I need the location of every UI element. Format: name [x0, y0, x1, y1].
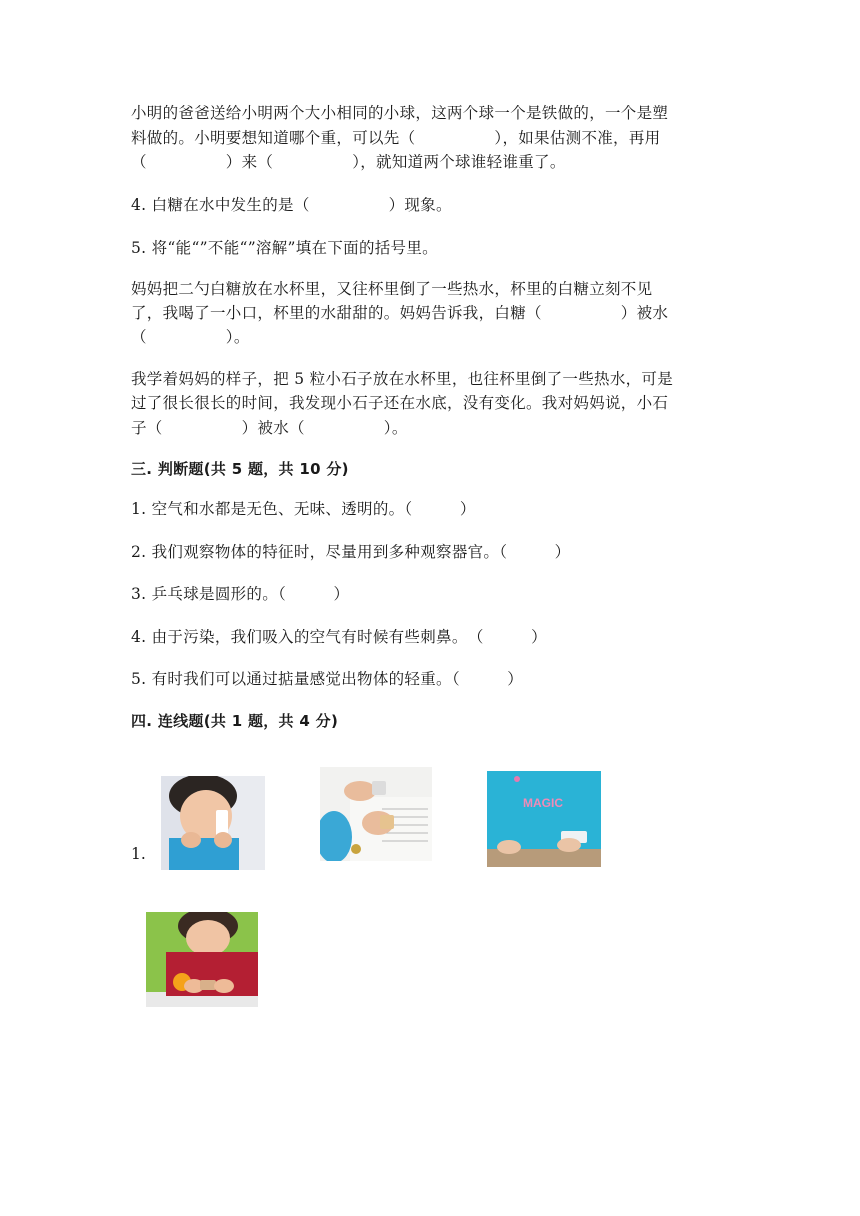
paragraph-line: 小明的爸爸送给小明两个大小相同的小球，这两个球一个是铁做的，一个是塑: [131, 104, 669, 122]
child-magic-shirt-photo: [487, 771, 601, 867]
section-3-title: 三. 判断题(共 5 题，共 10 分): [131, 460, 349, 478]
child-smelling-photo: [161, 776, 265, 870]
section-4-title: 四. 连线题(共 1 题，共 4 分): [131, 712, 339, 730]
child-hands-book-photo: [320, 767, 432, 861]
paragraph-line: 了，我喝了一小口，杯里的水甜甜的。妈妈告诉我，白糖（ ）被水: [131, 304, 669, 322]
paragraph-line: 过了很长很长的时间，我发现小石子还在水底，没有变化。我对妈妈说，小石: [131, 394, 669, 412]
matching-question-number: 1.: [131, 845, 146, 863]
judge-item-4: 4. 由于污染，我们吸入的空气有时候有些刺鼻。 （ ）: [131, 628, 547, 646]
paragraph-line: 料做的。小明要想知道哪个重，可以先（ ），如果估测不准，再用: [131, 129, 661, 147]
judge-item-2: 2. 我们观察物体的特征时，尽量用到多种观察器官。（ ）: [131, 543, 571, 561]
judge-item-1: 1. 空气和水都是无色、无味、透明的。（ ）: [131, 500, 476, 518]
child-orange-ball-photo: [146, 912, 258, 1007]
paragraph-line: 子（ ）被水（ ）。: [131, 419, 408, 437]
paragraph-line: （ ）。: [131, 328, 250, 346]
judge-item-5: 5. 有时我们可以通过掂量感觉出物体的轻重。（ ）: [131, 670, 524, 688]
paragraph-line: （ ）来（ ），就知道两个球谁轻谁重了。: [131, 153, 566, 171]
question-5: 5. 将“能“”不能“”溶解”填在下面的括号里。: [131, 239, 438, 257]
paragraph-line: 我学着妈妈的样子，把 5 粒小石子放在水杯里，也往杯里倒了一些热水，可是: [131, 370, 674, 388]
question-4: 4. 白糖在水中发生的是（ ）现象。: [131, 196, 452, 214]
paragraph-line: 妈妈把二勺白糖放在水杯里，又往杯里倒了一些热水，杯里的白糖立刻不见: [131, 280, 653, 298]
judge-item-3: 3. 乒乓球是圆形的。（ ）: [131, 585, 350, 603]
shirt-magic-text: MAGIC: [523, 796, 563, 810]
